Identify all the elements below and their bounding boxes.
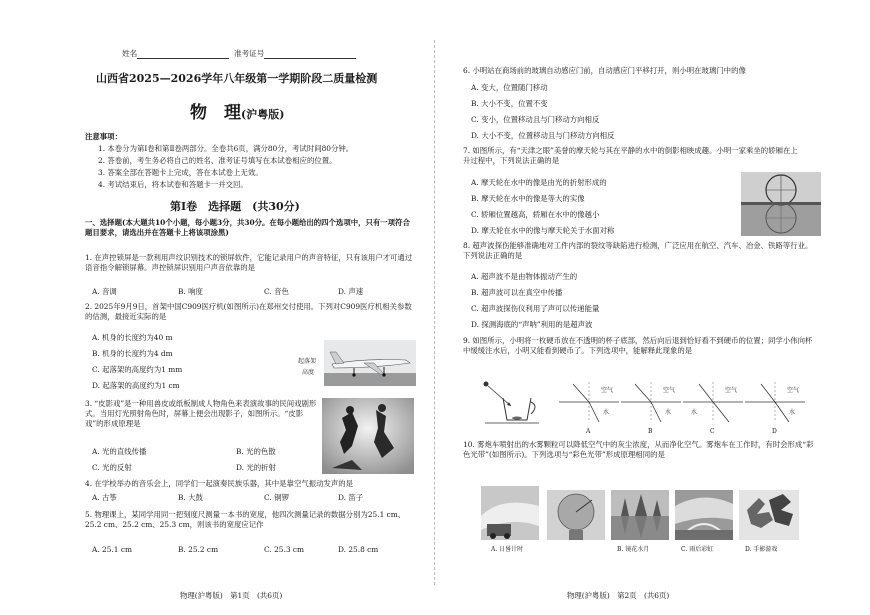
q9-option-b: B — [648, 428, 653, 435]
subject-title: 物 理(沪粤版) — [190, 103, 285, 123]
q7-option-c: C. 轿厢位置越高，轿厢在水中的像越小 — [471, 210, 600, 219]
diagram-a-water-label: 水 — [603, 409, 610, 416]
q5-option-c: C. 25.3 cm — [264, 545, 305, 554]
q4-option-c: C. 铜锣 — [264, 493, 289, 502]
q10-option-a: A. 日晷计时 — [491, 546, 524, 553]
airplane-photo — [324, 340, 416, 386]
diagram-a-air-label: 空气 — [601, 387, 614, 394]
q6-option-b: B. 大小不变，位置不变 — [471, 99, 548, 108]
q5-option-d: D. 25.8 cm — [338, 545, 379, 554]
q1-option-b: B. 响度 — [178, 287, 203, 296]
q1-option-d: D. 声速 — [338, 287, 364, 296]
q7-option-a: A. 摩天轮在水中的像是由光的折射形成的 — [471, 178, 607, 187]
note-item: 3. 答案全部在答题卡上完成，答在本试卷上无效。 — [98, 168, 263, 177]
page-2-footer: 物理(沪粤版) 第2页 (共6页) — [567, 591, 670, 600]
question-5-stem: 5. 物理课上，某同学用同一把刻度尺测量一本书的宽度，他四次测量记录的数据分别为25.1 cm、25.2 cm、25.2 cm、25.3 cm，则该书的宽度应记作 — [85, 510, 406, 529]
diagram-c-air-label: 空气 — [725, 387, 738, 394]
shadow-play-photo — [322, 398, 414, 474]
section1-instruction: 一、选择题(本大题共10个小题，每小题3分，共30分。在每小题给出的四个选项中，只有一项符合题目要求，请选出并在答题卡上将该项涂黑) — [85, 218, 410, 237]
q1-option-a: A. 音调 — [92, 287, 117, 296]
question-9-stem: 9. 如图所示，小明将一枚硬币放在不透明的杯子底部，然后向后退到恰好看不到硬币的位置；同学小伟向杯中缓缓注水后，小明又能看到硬币了。下列选项中，能解释此现象的是 — [463, 336, 813, 355]
q5-option-b: B. 25.2 cm — [178, 545, 219, 554]
cup-coin-figure — [481, 380, 541, 424]
q3-option-c: C. 光的反射 — [92, 463, 132, 472]
note-item: 2. 答卷前，考生务必将自己的姓名、准考证号填写在本试卷相应的位置。 — [98, 156, 337, 165]
question-6-stem: 6. 小明站在商场前的玻璃自动感应门前，自动感应门平移打开，则小明在玻璃门中的像 — [463, 66, 746, 75]
question-8-stem: 8. 超声波探伤能够准确地对工件内部的裂纹等缺陷进行检测，广泛应用在航空、汽车、冶金、铁路等行业。下列说法正确的是 — [463, 241, 813, 260]
q2-figure-caption-2: 高度 — [302, 369, 315, 376]
sundial-photo — [547, 490, 605, 540]
refraction-diagram-c — [683, 380, 743, 426]
diagram-c-water-label: 水 — [691, 409, 698, 416]
q9-option-a: A — [586, 428, 591, 435]
q8-option-d: D. 探测海底的“声呐”利用的是超声波 — [471, 320, 593, 329]
diagram-b-air-label: 空气 — [663, 387, 676, 394]
question-7-stem: 7. 如图所示，有“天津之眼”美誉的摩天轮与其在平静的水中的倒影相映成趣。小明一家乘坐的轿厢在上升过程中，下列说法正确的是 — [463, 146, 798, 165]
ferris-wheel-photo — [741, 172, 821, 236]
q10-option-b: B. 镜花水月 — [617, 546, 650, 553]
rainbow-photo — [675, 490, 733, 540]
q7-option-d: D. 摩天轮在水中的像与摩天轮关于水面对称 — [471, 226, 615, 235]
q10-option-d: D. 手影游戏 — [745, 546, 778, 553]
q3-option-d: D. 光的折射 — [236, 463, 276, 472]
q4-option-d: D. 笛子 — [338, 493, 364, 502]
hand-shadow-photo — [739, 490, 799, 540]
page-2 — [435, 0, 870, 615]
diagram-b-water-label: 水 — [665, 409, 672, 416]
q2-option-b: B. 机身的长度约为4 dm — [92, 349, 173, 358]
name-label: 姓名 — [122, 48, 229, 59]
q7-option-b: B. 摩天轮在水中的像是等大的实像 — [471, 194, 585, 203]
q8-option-a: A. 超声波不是由物体振动产生的 — [471, 272, 578, 281]
q9-option-d: D — [772, 428, 777, 435]
q8-option-c: C. 超声波探伤仪利用了声可以传递能量 — [471, 304, 600, 313]
diagram-d-water-label: 水 — [789, 409, 796, 416]
q2-option-c: C. 起落架的高度约为1 mm — [92, 365, 183, 374]
q2-option-a: A. 机身的长度约为40 m — [92, 333, 173, 342]
q3-option-a: A. 光的直线传播 — [92, 447, 147, 456]
exam-no-label: 准考证号 — [234, 48, 356, 59]
notes-heading: 注意事项： — [85, 132, 122, 141]
question-2-stem: 2. 2025年9月9日，首架中国C909医疗机(如图所示)在郑州交付使用。下列对C909医疗机相关参数的估测，最接近实际的是 — [85, 302, 412, 321]
q4-option-a: A. 古筝 — [92, 493, 117, 502]
question-10-stem: 10. 雾炮车喷射出的水雾颗粒可以降低空气中的灰尘浓度，从而净化空气。雾炮车在工作时，有时会形成“彩色光带”(如图所示)。下列选项与“彩色光带”形成原理相同的是 — [463, 440, 814, 459]
refraction-diagram-b — [621, 380, 681, 426]
exam-title: 山西省2025—2026学年八年级第一学期阶段二质量检测 — [96, 72, 378, 85]
section1-title: 第Ⅰ卷 选择题 (共30分) — [170, 200, 300, 213]
q1-option-c: C. 音色 — [264, 287, 289, 296]
refraction-diagram-a — [559, 380, 619, 426]
diagram-d-air-label: 空气 — [787, 387, 800, 394]
q4-option-b: B. 大鼓 — [178, 493, 203, 502]
page-1-footer: 物理(沪粤版) 第1页 (共6页) — [180, 591, 283, 600]
note-item: 1. 本卷分为第Ⅰ卷和第Ⅱ卷两部分。全卷共6页，满分80分，考试时间80分钟。 — [98, 144, 354, 153]
q6-option-d: D. 大小不变，位置移动且与门移动方向相反 — [471, 131, 615, 140]
question-1-stem: 1. 在声控锁屏是一款利用声纹识别技术的锁屏软件，它能记录用户的声音特征，只有该用户才可通过语音指令解锁屏幕。声控锁屏识别用户声音依靠的是 — [85, 253, 413, 272]
q6-option-c: C. 变小，位置移动且与门移动方向相反 — [471, 115, 600, 124]
q10-option-c: C. 雨后彩虹 — [681, 546, 714, 553]
q2-option-d: D. 起落架的高度约为1 cm — [92, 381, 180, 390]
q2-figure-caption-1: 起落架 — [298, 358, 317, 365]
question-4-stem: 4. 在学校举办的音乐会上，同学们一起演奏民族乐器，其中是靠空气振动发声的是 — [85, 479, 354, 488]
q5-option-a: A. 25.1 cm — [92, 545, 132, 554]
q8-option-b: B. 超声波可以在真空中传播 — [471, 288, 563, 297]
question-3-stem: 3. “皮影戏”是一种用兽皮或纸板制成人物角色来表演故事的民间戏剧形式。当用灯光照射角色时，屏幕上便会出现影子，如图所示。“皮影戏”的形成原理是 — [85, 399, 317, 428]
mist-cannon-photo — [481, 486, 539, 540]
q3-option-b: B. 光的色散 — [236, 447, 276, 456]
refraction-diagram-d — [745, 380, 805, 426]
q6-option-a: A. 变大，位置随门移动 — [471, 83, 548, 92]
note-item: 4. 考试结束后，将本试卷和答题卡一并交回。 — [98, 180, 248, 189]
mirror-flower-photo — [611, 490, 669, 540]
q9-option-c: C — [710, 428, 715, 435]
